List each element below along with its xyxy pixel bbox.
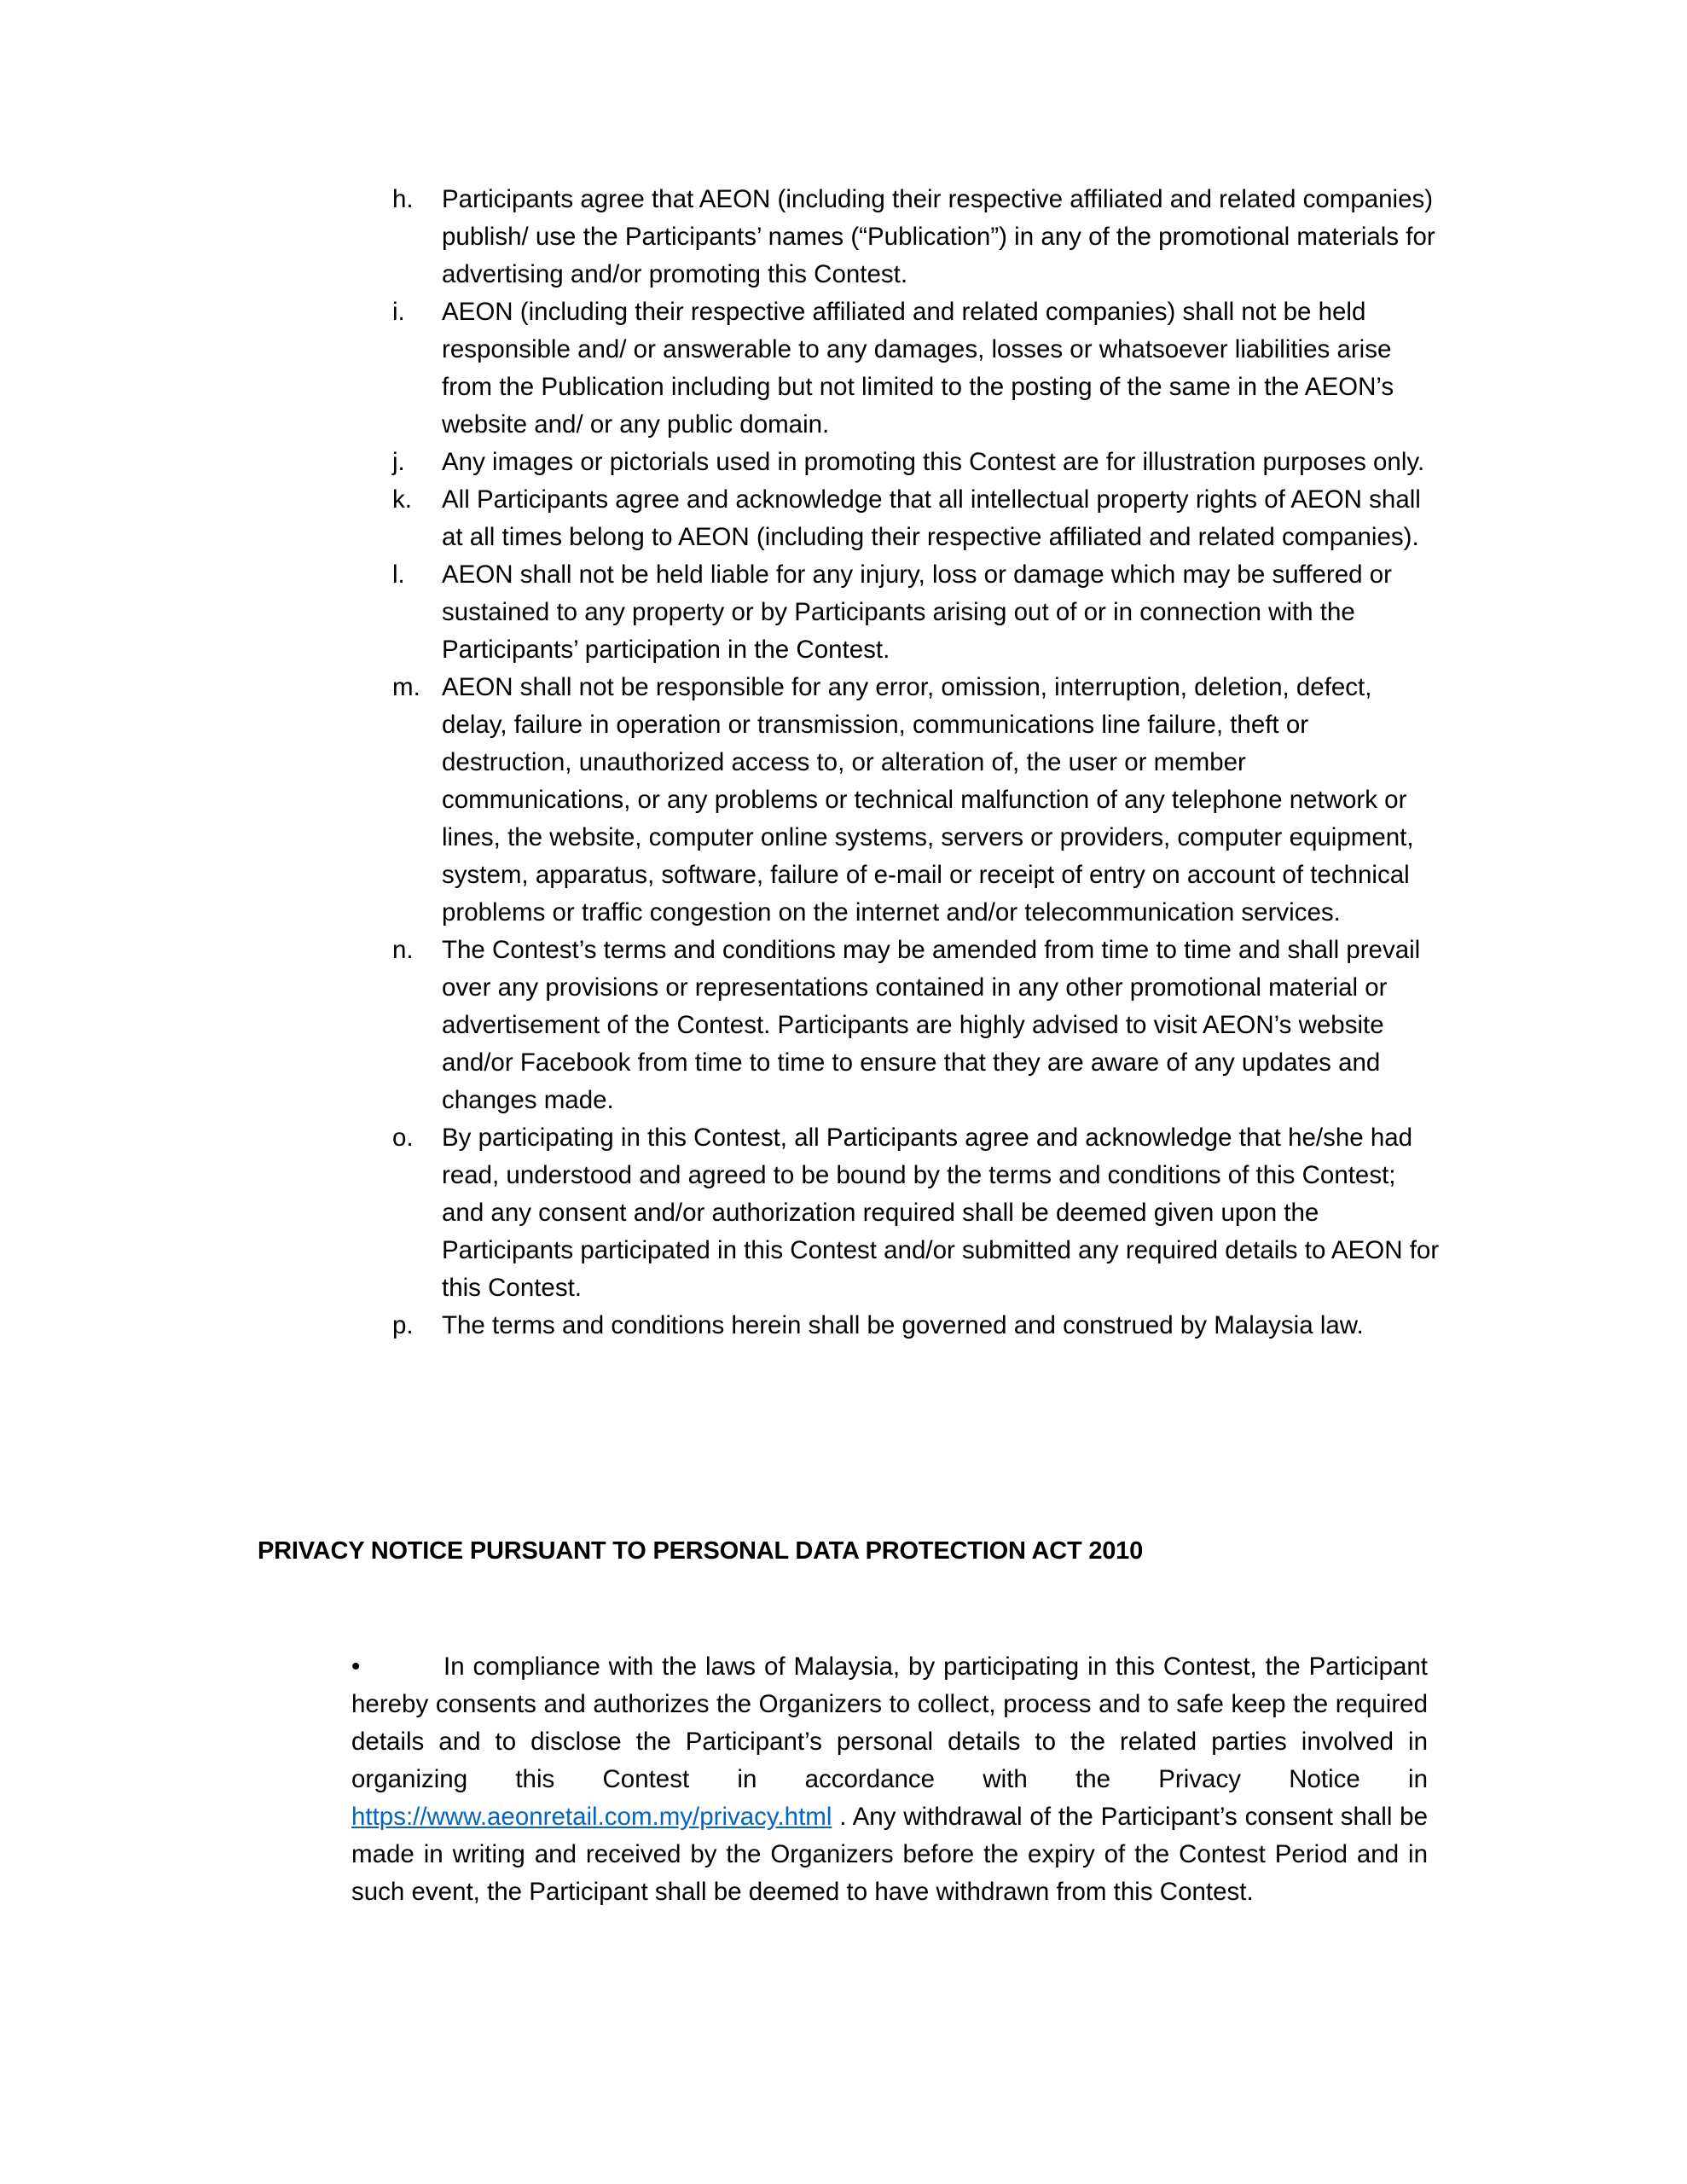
term-text: AEON shall not be held liable for any injury, loss or damage which may be suffered or sustained to any property or by Participants arising out of or in connection with the Participants’ participation in the Contest.	[442, 561, 1392, 664]
term-letter: j.	[392, 448, 405, 476]
privacy-text-before-link: In compliance with the laws of Malaysia, by participating in this Contest, the Participant hereby consents and authorizes the Organizers to collect, process and to safe keep the required details and to disclose the Participant’s personal details to the related parties involved in organizing this Contest in accordance with the Privacy Notice in	[351, 1653, 1428, 1793]
privacy-text-after-link: . Any withdrawal of the Participant’s consent shall be made in writing and received by the Organizers before the expiry of the Contest Period and in such event, the Participant shall be deemed to have withdrawn from this Contest.	[351, 1803, 1428, 1906]
term-text: The Contest’s terms and conditions may be amended from time to time and shall prevail over any provisions or representations contained in any other promotional material or advertisement of the Contest. Participants are highly advised to visit AEON’s website and/or Facebook from time to time to ensure that they are aware of any updates and changes made.	[442, 936, 1421, 1114]
term-letter: i.	[392, 298, 405, 326]
term-item-k	[392, 481, 1450, 556]
term-text: All Participants agree and acknowledge that all intellectual property rights of AEON shall at all times belong to AEON (including their respective affiliated and related companies).	[442, 485, 1421, 551]
term-text: AEON shall not be responsible for any error, omission, interruption, deletion, defect, delay, failure in operation or transmission, communications line failure, theft or destruction, unauthorized access to, or alteration of, the user or member communications, or any problems or technical malfunction of any telephone network or lines, the website, computer online systems, servers or providers, computer equipment, system, apparatus, software, failure of e-mail or receipt of entry on account of technical problems or traffic congestion on the internet and/or telecommunication services.	[442, 673, 1414, 926]
term-text: The terms and conditions herein shall be governed and construed by Malaysia law.	[442, 1311, 1364, 1339]
term-letter: p.	[392, 1311, 414, 1339]
term-item-i	[392, 293, 1450, 444]
privacy-paragraph	[351, 1648, 1428, 1911]
term-letter: o.	[392, 1124, 414, 1152]
term-item-m	[392, 669, 1450, 932]
term-text: Participants agree that AEON (including their respective affiliated and related companies) publish/ use the Participants’ names (“Publication”) in any of the promotional materials for advertising and/or promoting this Contest.	[442, 185, 1435, 288]
term-letter: n.	[392, 936, 414, 964]
term-item-j	[392, 444, 1450, 481]
privacy-heading: PRIVACY NOTICE PURSUANT TO PERSONAL DATA PROTECTION ACT 2010	[258, 1537, 1144, 1565]
terms-list	[392, 181, 1450, 1345]
term-letter: m.	[392, 673, 420, 701]
term-item-n	[392, 932, 1450, 1119]
term-letter: l.	[392, 561, 405, 589]
bullet-icon: •	[351, 1653, 361, 1681]
term-text: AEON (including their respective affiliated and related companies) shall not be held responsible and/ or answerable to any damages, losses or whatsoever liabilities arise from the Publication including but not limited to the posting of the same in the AEON’s website and/ or any public domain.	[442, 298, 1394, 439]
term-text: Any images or pictorials used in promoting this Contest are for illustration purposes only.	[442, 448, 1425, 476]
privacy-notice-link[interactable]: https://www.aeonretail.com.my/privacy.html	[351, 1803, 832, 1831]
term-item-l	[392, 556, 1450, 669]
term-item-o	[392, 1119, 1450, 1307]
term-item-h	[392, 181, 1450, 293]
term-letter: h.	[392, 185, 414, 213]
term-text: By participating in this Contest, all Participants agree and acknowledge that he/she had read, understood and agreed to be bound by the terms and conditions of this Contest; and any consent and/or authorization required shall be deemed given upon the Participants participated in this Contest and/or submitted any required details to AEON for this Contest.	[442, 1124, 1440, 1302]
term-item-p	[392, 1307, 1450, 1345]
term-letter: k.	[392, 485, 412, 514]
